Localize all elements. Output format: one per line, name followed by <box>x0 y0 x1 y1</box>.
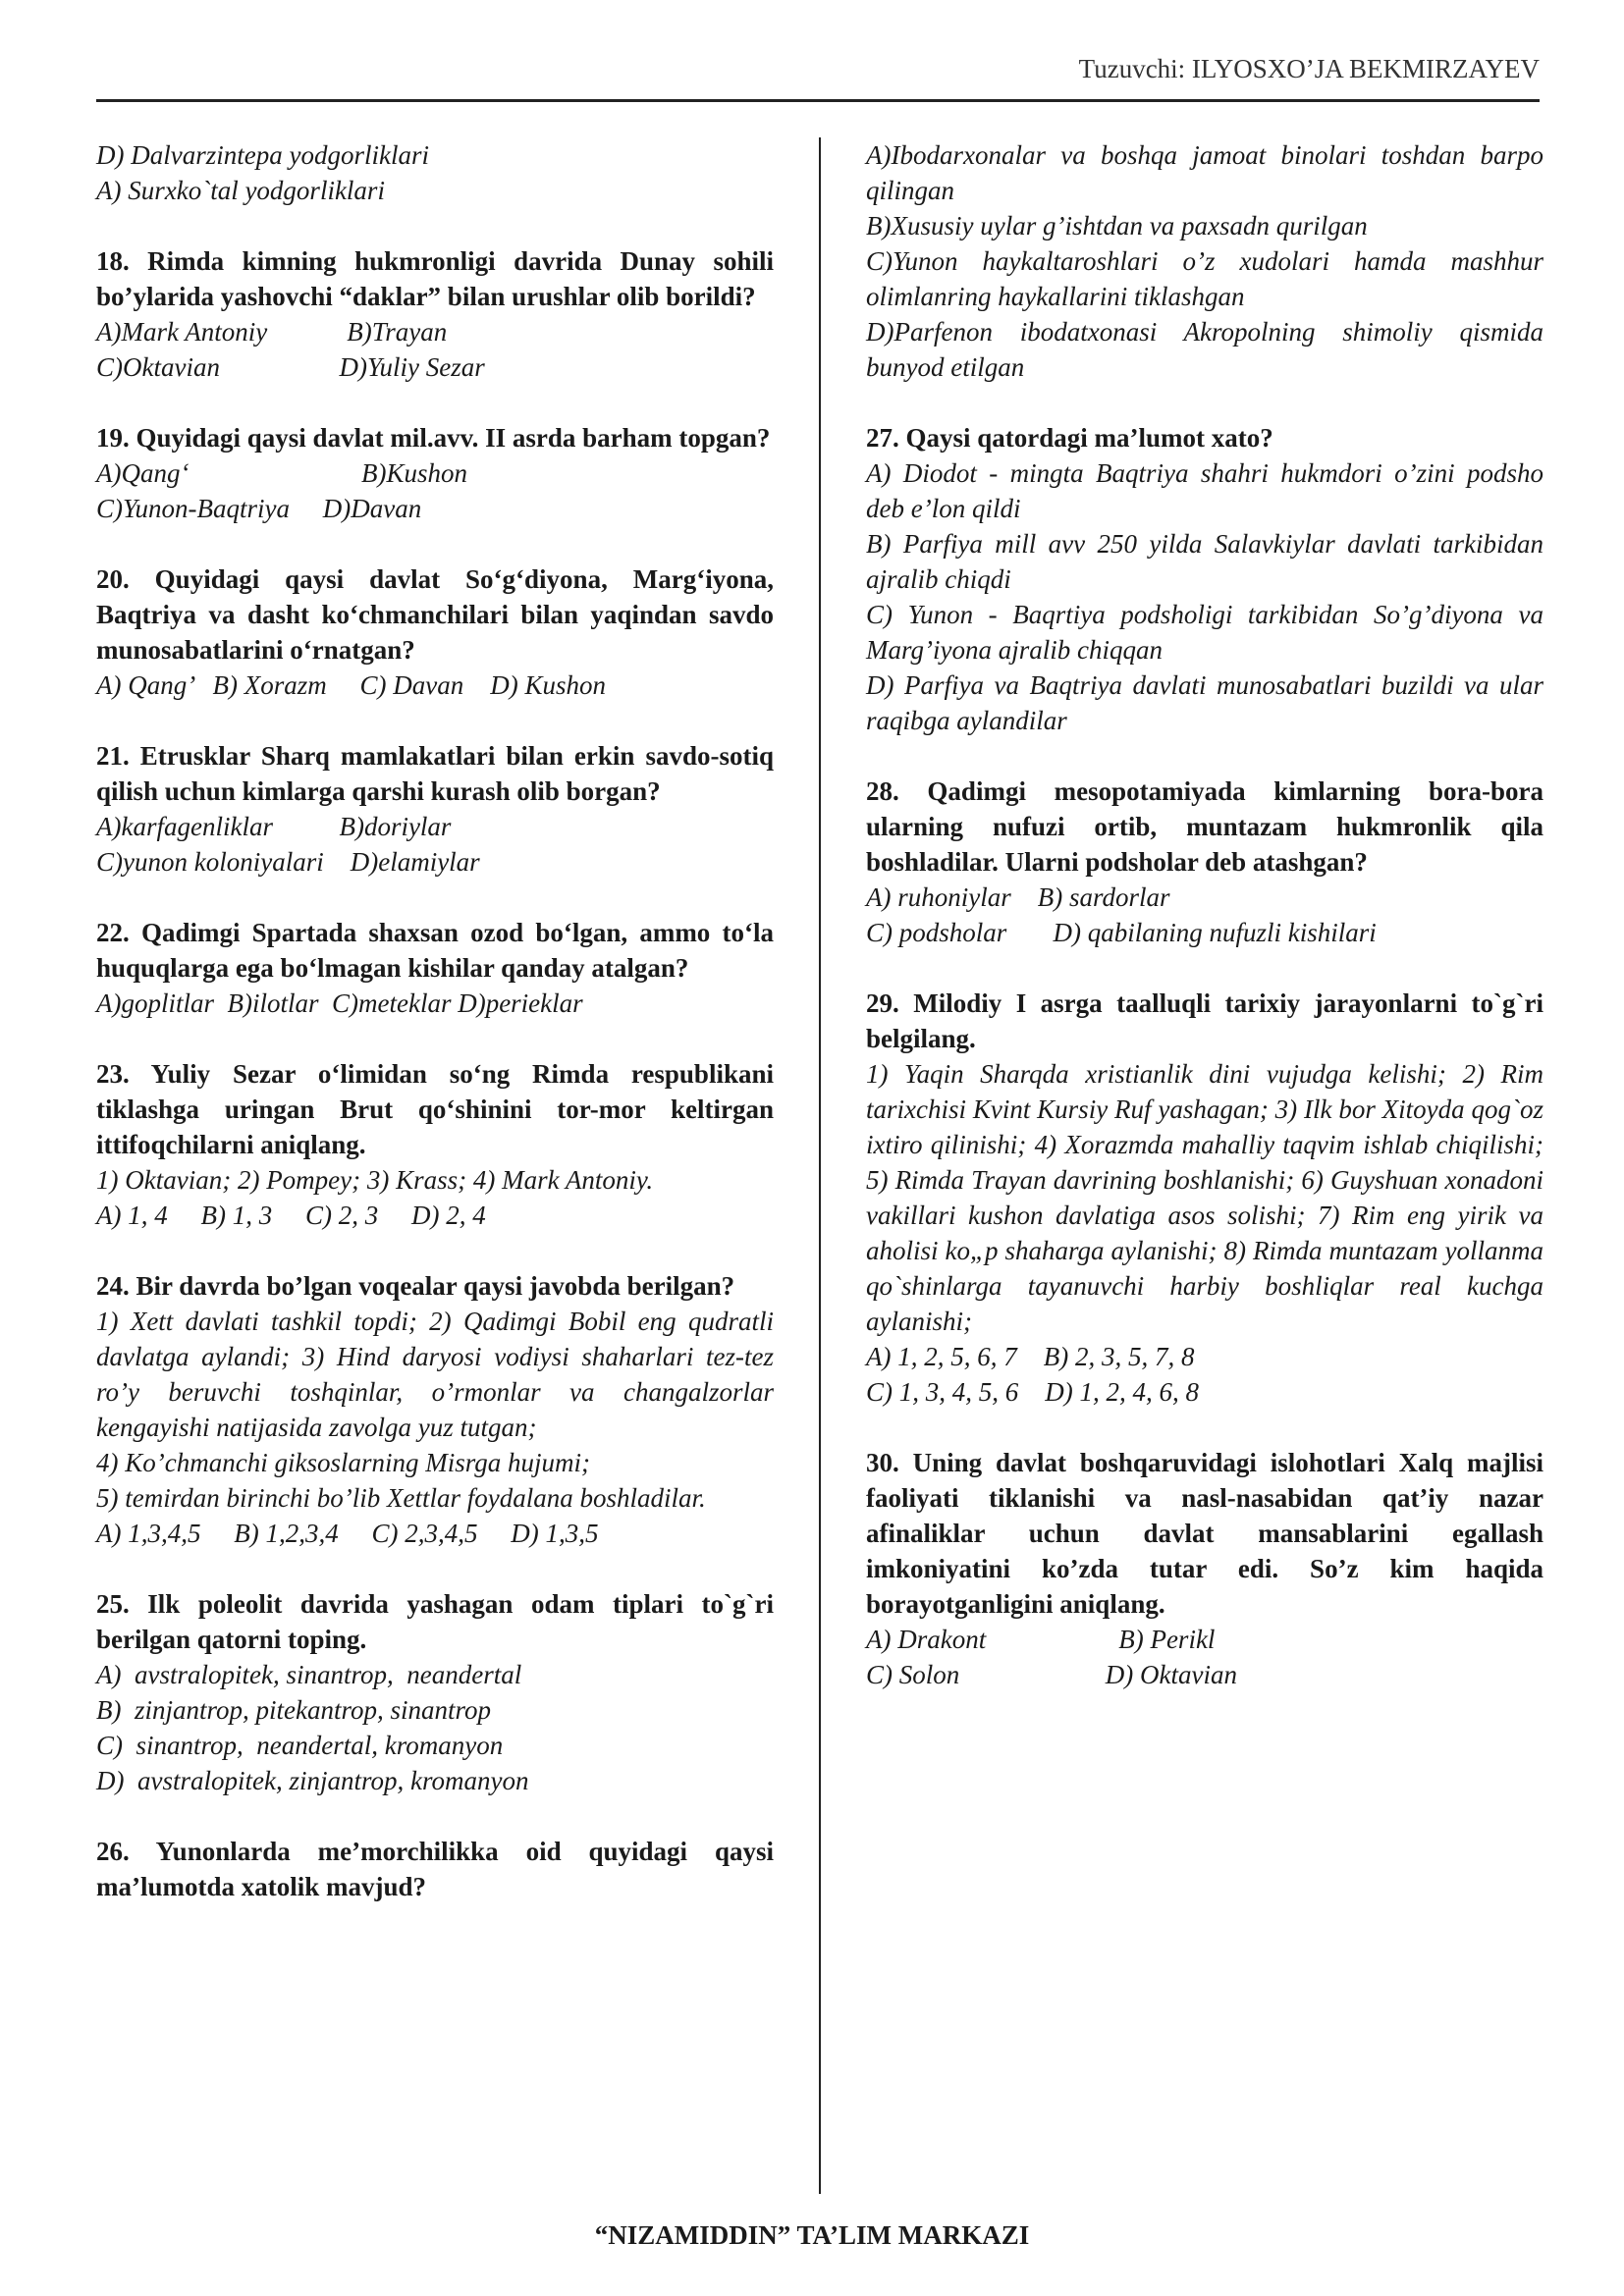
option-line: A)karfagenliklar B)doriylar <box>96 812 452 841</box>
question-21 <box>96 738 774 880</box>
option-line: 1) Oktavian; 2) Pompey; 3) Krass; 4) Mark Antoniy. <box>96 1165 654 1195</box>
column-divider <box>819 137 821 2194</box>
question-25 <box>96 1586 774 1798</box>
question-30 <box>866 1445 1543 1692</box>
question-29 <box>866 986 1550 1410</box>
carryover-options-left <box>96 137 774 208</box>
option-line: C) 1, 3, 4, 5, 6 D) 1, 2, 4, 6, 8 <box>866 1377 1199 1407</box>
question-28 <box>866 774 1543 950</box>
option-line: A) Drakont B) Perikl <box>866 1625 1216 1654</box>
option-line: C) podsholar D) qabilaning nufuzli kishilari <box>866 918 1377 947</box>
question-title: 20. Quyidagi qaysi davlat So‘g‘diyona, Marg‘iyona, Baqtriya va dasht ko‘chmanchilari bilan yaqindan savdo munosabatlarini o‘rnatgan? <box>96 564 774 665</box>
question-19 <box>96 420 774 526</box>
question-title: 24. Bir davrda bo’lgan voqealar qaysi javobda berilgan? <box>96 1271 735 1301</box>
question-23 <box>96 1056 774 1233</box>
option-line: C)Yunon haykaltaroshlari o’z xudolari hamda mashhur olimlanring haykallarini tiklashgan <box>866 246 1550 311</box>
author-label: Tuzuvchi: ILYOSXO’JA BEKMIRZAYEV <box>1078 54 1540 83</box>
option-line: C)Oktavian D)Yuliy Sezar <box>96 352 485 382</box>
carryover-options-right <box>866 137 1550 385</box>
option-line: A)Qang‘ B)Kushon <box>96 458 467 488</box>
option-line: D) Dalvarzintepa yodgorliklari <box>96 140 429 170</box>
option-line: C) sinantrop, neandertal, kromanyon <box>96 1731 504 1760</box>
question-26 <box>96 1834 774 1904</box>
option-line: C) Yunon - Baqrtiya podsholigi tarkibidan So’g’diyona va Marg’iyona ajralib chiqqan <box>866 600 1550 665</box>
option-line: A) 1,3,4,5 B) 1,2,3,4 C) 2,3,4,5 D) 1,3,5 <box>96 1519 599 1548</box>
question-title: 23. Yuliy Sezar o‘limidan so‘ng Rimda respublikani tiklashga uringan Brut qo‘shinini tor-mor keltirgan ittifoqchilarni aniqlang. <box>96 1059 774 1159</box>
question-title: 21. Etrusklar Sharq mamlakatlari bilan erkin savdo-sotiq qilish uchun kimlarga qarshi kurash olib borgan? <box>96 741 774 806</box>
option-line: C) Solon D) Oktavian <box>866 1660 1237 1689</box>
left-column <box>96 137 781 1940</box>
question-title: 22. Qadimgi Spartada shaxsan ozod bo‘lgan, ammo to‘la huquqlarga ega bo‘lmagan kishilar qanday atalgan? <box>96 918 774 983</box>
question-22 <box>96 915 774 1021</box>
option-line: B)Xususiy uylar g’ishtdan va paxsadn qurilgan <box>866 211 1368 240</box>
question-title: 19. Quyidagi qaysi davlat mil.avv. II asrda barham topgan? <box>96 423 771 453</box>
question-title: 27. Qaysi qatordagi ma’lumot xato? <box>866 423 1273 453</box>
question-title: 18. Rimda kimning hukmronligi davrida Dunay sohili bo’ylarida yashovchi “daklar” bilan urushlar olib borildi? <box>96 246 774 311</box>
option-line: B) Parfiya mill avv 250 yilda Salavkiylar davlati tarkibidan ajralib chiqdi <box>866 529 1550 594</box>
option-line: A) avstralopitek, sinantrop, neandertal <box>96 1660 522 1689</box>
option-line: A) ruhoniylar B) sardorlar <box>866 882 1170 912</box>
question-body: 1) Yaqin Sharqda xristianlik dini vujudga kelishi; 2) Rim tarixchisi Kvint Kursiy Ruf yashagan; 3) Ilk bor Xitoyda qog`oz ixtiro qilinishi; 4) Xorazmda mahalliy taqvim ishlab chiqilishi; 5) Rimda Trayan davrining boshlanishi; 6) Guyshuan xonadoni vakillari kushon davlatiga asos solishi; 7) Rim eng yirik va aholisi ko„p shaharga aylanishi; 8) Rimda muntazam yollanma qo`shinlarga tayanuvchi harbiy boshliqlar real kuchga aylanishi; <box>866 1059 1550 1336</box>
question-body: 4) Ko’chmanchi giksoslarning Misrga hujumi; <box>96 1448 590 1477</box>
option-line: A) Surxko`tal yodgorliklari <box>96 176 385 205</box>
option-line: A)Ibodarxonalar va boshqa jamoat binolari toshdan barpo qilingan <box>866 140 1550 205</box>
question-title: 29. Milodiy I asrga taalluqli tarixiy jarayonlarni to`g`ri belgilang. <box>866 988 1543 1053</box>
option-line: D) avstralopitek, zinjantrop, kromanyon <box>96 1766 529 1795</box>
option-line: B) zinjantrop, pitekantrop, sinantrop <box>96 1695 491 1725</box>
question-title: 25. Ilk poleolit davrida yashagan odam tiplari to`g`ri berilgan qatorni toping. <box>96 1589 774 1654</box>
option-line: A) Qang’ B) Xorazm C) Davan D) Kushon <box>96 670 606 700</box>
question-title: 26. Yunonlarda me’morchilikka oid quyidagi qaysi ma’lumotda xatolik mavjud? <box>96 1837 774 1901</box>
option-line: A)Mark Antoniy B)Trayan <box>96 317 448 347</box>
question-body: 1) Xett davlati tashkil topdi; 2) Qadimgi Bobil eng qudratli davlatga aylandi; 3) Hind daryosi vodiysi shaharlari tez-tez ro’y beruvchi toshqinlar, o’rmonlar va changalzorlar kengayishi natijasida zavolga yuz tutgan; <box>96 1307 781 1442</box>
option-line: C)Yunon-Baqtriya D)Davan <box>96 494 422 523</box>
question-27 <box>866 420 1550 738</box>
option-line: D) Parfiya va Baqtriya davlati munosabatlari buzildi va ular raqibga aylandilar <box>866 670 1550 735</box>
question-24 <box>96 1268 781 1551</box>
option-line: D)Parfenon ibodatxonasi Akropolning shimoliy qismida bunyod etilgan <box>866 317 1550 382</box>
question-title: 30. Uning davlat boshqaruvidagi islohotlari Xalq majlisi faoliyati tiklanishi va nasl-nasabidan qat’iy nazar afinaliklar uchun davlat mansablarini egallash imkoniyatini ko’zda tutar edi. So’z kim haqida borayotganligini aniqlang. <box>866 1448 1543 1619</box>
option-line: C)yunon koloniyalari D)elamiylar <box>96 847 480 877</box>
option-line: A)goplitlar B)ilotlar C)meteklar D)perieklar <box>96 988 583 1018</box>
option-line: A) Diodot - mingta Baqtriya shahri hukmdori o’zini podsho deb e’lon qildi <box>866 458 1550 523</box>
option-line: A) 1, 4 B) 1, 3 C) 2, 3 D) 2, 4 <box>96 1201 486 1230</box>
question-18 <box>96 243 774 385</box>
page-footer: “NIZAMIDDIN” TA’LIM MARKAZI <box>594 2220 1030 2250</box>
right-column <box>866 137 1550 1728</box>
option-line: A) 1, 2, 5, 6, 7 B) 2, 3, 5, 7, 8 <box>866 1342 1195 1371</box>
question-20 <box>96 561 774 703</box>
question-title: 28. Qadimgi mesopotamiyada kimlarning bora-bora ularning nufuzi ortib, muntazam hukmronlik qila boshladilar. Ularni podsholar deb atashgan? <box>866 776 1543 877</box>
question-body: 5) temirdan birinchi bo’lib Xettlar foydalana boshladilar. <box>96 1483 706 1513</box>
page-header <box>96 54 1540 102</box>
